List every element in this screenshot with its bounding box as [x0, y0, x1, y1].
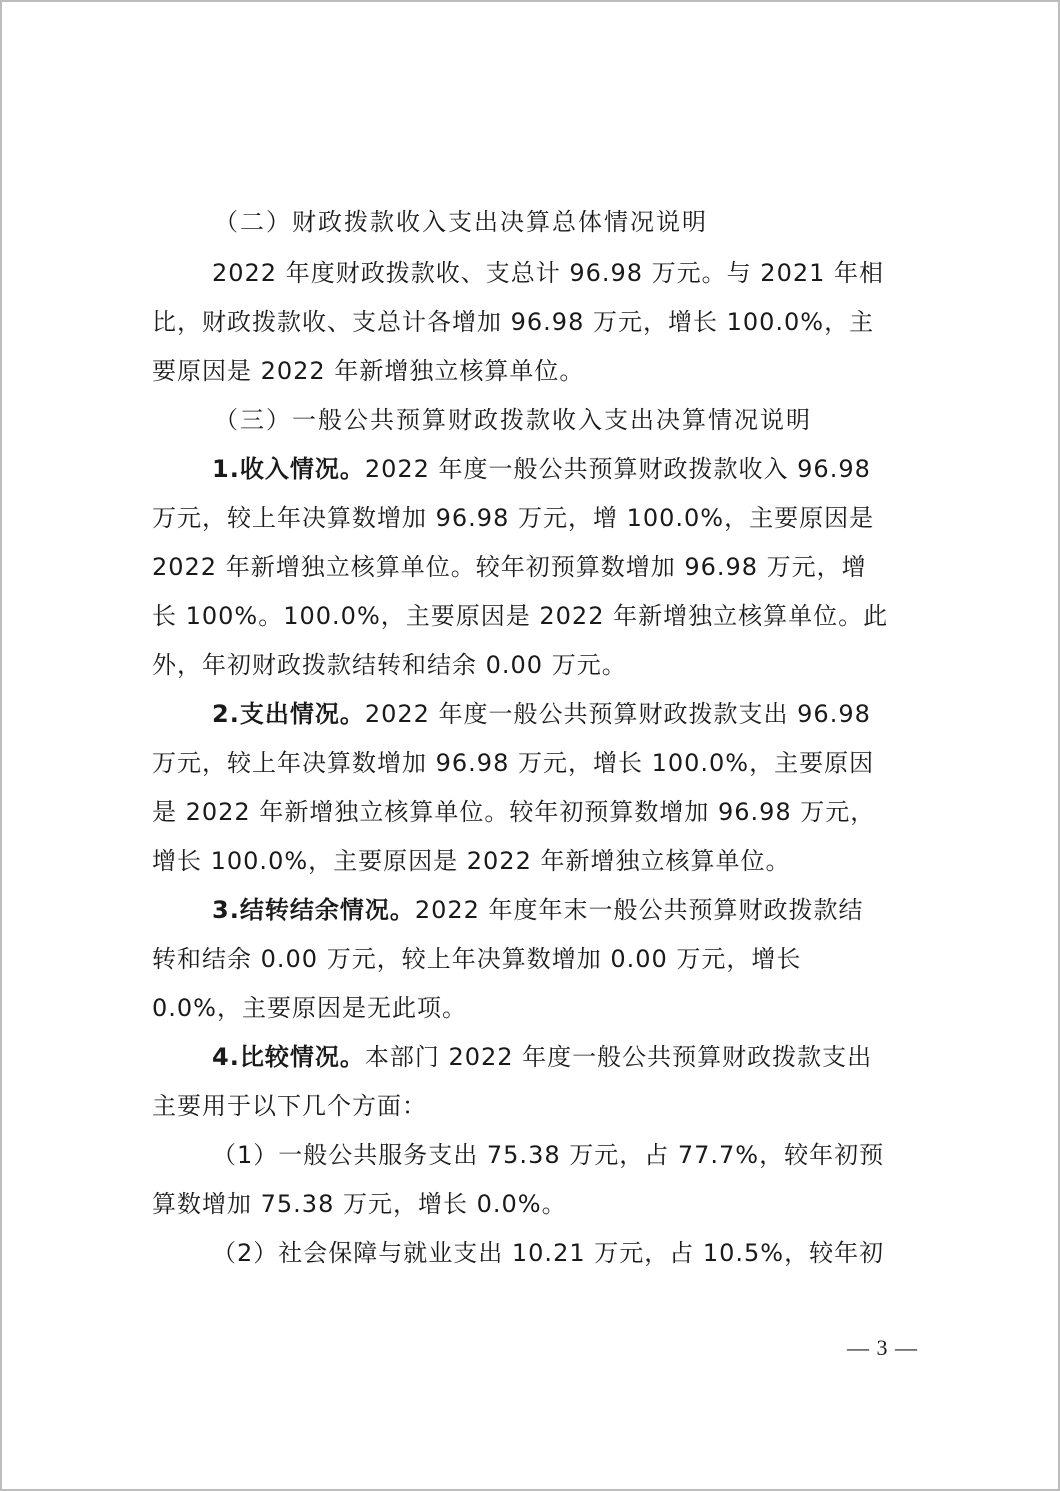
heading-text: （二）财政拨款收入支出决算总体情况说明: [214, 208, 708, 236]
text-line: （2）社会保障与就业支出 10.21 万元，占 10.5%，较年初: [212, 1239, 885, 1267]
carryover-first-text: 2022 年度年末一般公共预算财政拨款结: [414, 896, 864, 924]
carryover-label: 3.结转结余情况。: [212, 896, 415, 924]
text-line: 要原因是 2022 年新增独立核算单位。: [152, 357, 585, 385]
text-line: 0.0%，主要原因是无此项。: [152, 994, 467, 1022]
text-line: [152, 1033, 922, 1082]
section-heading-2: [152, 198, 922, 247]
text-line: 增长 100.0%，主要原因是 2022 年新增独立核算单位。: [152, 847, 791, 875]
comparison-label: 4.比较情况。: [212, 1043, 365, 1071]
expense-first-text: 2022 年度一般公共预算财政拨款支出 96.98: [364, 700, 871, 728]
text-line: 外，年初财政拨款结转和结余 0.00 万元。: [152, 651, 627, 679]
page-number: — 3 —: [847, 1335, 918, 1360]
text-line: [152, 886, 922, 935]
paragraph-comparison: [152, 1033, 922, 1131]
text-line: 2022 年新增独立核算单位。较年初预算数增加 96.98 万元，增: [152, 553, 867, 581]
text-line: [152, 690, 922, 739]
section-heading-3: [152, 396, 922, 445]
text-line: 是 2022 年新增独立核算单位。较年初预算数增加 96.98 万元，: [152, 798, 876, 826]
expense-label: 2.支出情况。: [212, 700, 365, 728]
heading-text: （三）一般公共预算财政拨款收入支出决算情况说明: [214, 406, 812, 434]
paragraph-income: [152, 445, 922, 690]
income-first-text: 2022 年度一般公共预算财政拨款收入 96.98: [364, 455, 871, 483]
text-line: 主要用于以下几个方面：: [152, 1092, 427, 1120]
text-line: （1）一般公共服务支出 75.38 万元，占 77.7%，较年初预: [212, 1141, 885, 1169]
paragraph-item-2: [152, 1229, 922, 1278]
text-line: 转和结余 0.00 万元，较上年决算数增加 0.00 万元，增长: [152, 945, 802, 973]
text-line: 长 100%。100.0%，主要原因是 2022 年新增独立核算单位。此: [152, 602, 889, 630]
comparison-first-text: 本部门 2022 年度一般公共预算财政拨款支出: [364, 1043, 873, 1071]
text-line: 2022 年度财政拨款收、支总计 96.98 万元。与 2021 年相: [212, 259, 885, 287]
paragraph-overall: [152, 249, 922, 396]
income-label: 1.收入情况。: [212, 455, 365, 483]
text-line: 万元，较上年决算数增加 96.98 万元，增 100.0%，主要原因是: [152, 504, 875, 532]
paragraph-item-1: [152, 1131, 922, 1229]
paragraph-expense: [152, 690, 922, 886]
text-line: [152, 445, 922, 494]
paragraph-carryover: [152, 886, 922, 1033]
text-line: 万元，较上年决算数增加 96.98 万元，增长 100.0%，主要原因: [152, 749, 875, 777]
text-line: 比，财政拨款收、支总计各增加 96.98 万元，增长 100.0%，主: [152, 308, 875, 336]
text-line: 算数增加 75.38 万元，增长 0.0%。: [152, 1190, 567, 1218]
